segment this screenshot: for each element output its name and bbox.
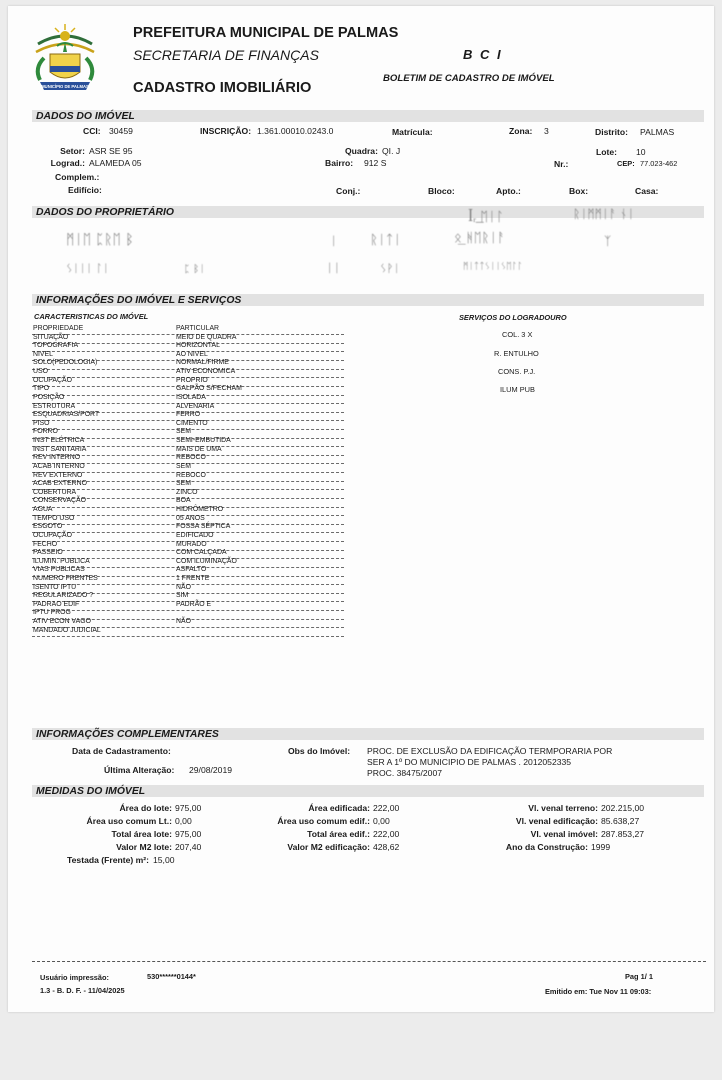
caracteristica-label: TEMPO USO	[33, 514, 75, 522]
casa-label: Casa:	[635, 186, 659, 196]
section-title: MEDIDAS DO IMÓVEL	[36, 786, 146, 797]
caracteristica-label: ESGOTO	[33, 523, 63, 531]
setor-value: ASR SE 95	[89, 146, 133, 156]
area-uso-comum-edif-value: 0,00	[373, 816, 390, 826]
servico-item: ILUM PUB	[500, 385, 535, 394]
ultima-alteracao-label: Última Alteração:	[104, 765, 175, 775]
document-page: MUNICÍPIO DE PALMAS PREFEITURA MUNICIPAL DE PALMAS SECRETARIA DE FINANÇAS B C I BOLETIM DE CADASTRO DE IMÓVEL CADASTRO IMOBILIÁRIO DADOS DO IMÓVEL CCI: 30459 INSCRIÇÃO: 1.361.00010.0243.0 Matrícula: Zona: 3 Distrito: PALMAS Setor: ASR SE 95 Quadra: QI. J Lote: 10 Lograd.: ALAMEDA 05 Bairro: 912 S Nr.: CEP: 77.023-462 Complem.: Edifício: Conj.: Bloco: Apto.: Box: Casa: DADOS DO PROPRIETÁRIO ꟾᵣ͟ ᛖᛁᛚ ᚱᛁᛗᛗᛁᚨ ᚾᛁ ᛗᛁᛖ ᛈᚱᛖ ᛒ ᛁ ᚱᛁᛏᛁ ᛟ͟ ᚻᛖᚱᛁᚨ ᛉ ᛊᛁᛁᛁ ᛚᛁ ᛈ ᛒᛁ ᛁᛁ ᛊᚹᛁ ᛗᛁᛏᛏᛊᛁᛁᛊᛖᛚᛚ INFORMAÇÕES DO IMÓVEL E SERVIÇOS CARACTERISTICAS DO IMÓVEL SERVIÇOS DO LOGRADOURO PROPRIEDADE PARTICULAR SITUAÇÃO MEIO DE QUADRA TOPOGRAFIA HORIZONTAL NIVEL AO NIVEL SOLO(PEDOLOGIA) NORMAL/FIRME USO ATIV ECONOMICA OCUPAÇÃO PROPRIO TIPO GALPÃO S/FECHAM POSIÇÃO ISOLADA ESTRUTURA ALVENARIA ESQUADRIAS/PORT FERRO PISO CIMENTO FORRO SEM INST ELÉTRICA SEMI-EMBUTIDA INST SANITARIA MAIS DE UMA REV INTERNO REBOCO ACAB INTERNO SEM REV EXTERNO REBOCO ACAB EXTERNO SEM COBERTURA ZINCO CONSERVAÇÃO BOA AGUA HIDRÔMETRO TEMPO USO 05 ANOS ESGOTO FOSSA SÉPTICA OCUPAÇÃO EDIFICADO FECHO MURADO PASSEIO COM CALÇADA ILUMIN. PUBLICA COM ILUMINAÇÃO VIAS PUBLICAS ASFALTO NUMERO FRENTES 1 FRENTE ISENTO IPTU NÃO REGULARIZADO ? SIM PADRAO EDIF PADRÃO E IPTU PROG ATIV ECON VAGO NÃO MANDADO JUDICIAL COL. 3 X R. ENTULHO CONS. P.J. ILUM PUB INFORMAÇÕES COMPLEMENTARES Data de Cadastramento: Última Alteração: 29/08/2019 Obs do Imóvel: PROC. DE EXCLUSÃO DA EDIFICAÇÃO TERMPORARIA POR SER A 1º DO MUNICIPIO DE PALMAS . 2012052335 PROC. 38475/2007 MEDIDAS DO IMÓVEL Área do lote: 975,00 Área uso comum Lt.: 0,00 Total área lote: 975,00 Valor M2 lote: 207,40 Testada (Frente) m²: 15,00 Área edificada: 222,00 Área uso comum edif.: 0,00 Total área edif.: 222,00 Valor M2 edificação: 428,62 Vl. venal terreno: 202.215,00 Vl. venal edificação: 85.638,27 Vl. venal imóvel: 287.853,27 Ano da Construção: 1999 Usuário impressão: 530******0144* 1.3 - B. D. F. - 11/04/2025 Pag 1/ 1 Emitido em: Tue Nov 11 09:03:	[8, 6, 714, 1012]
caracteristica-label: ESTRUTURA	[33, 402, 76, 410]
ano-construcao-label: Ano da Construção:	[505, 842, 588, 852]
valor-m2-lote-value: 207,40	[175, 842, 202, 852]
vl-venal-terreno-value: 202.215,00	[601, 803, 645, 813]
caracteristica-value: HIDRÔMETRO	[176, 506, 224, 514]
caracteristica-value: CIMENTO	[176, 419, 208, 427]
usuario-impressao-value: 530******0144*	[147, 972, 196, 981]
vl-venal-edificacao-label: Vl. venal edificação:	[515, 816, 598, 826]
caracteristica-value: NÃO	[176, 583, 191, 591]
cci-label: CCI:	[83, 126, 101, 136]
caracteristica-label: TOPOGRAFIA	[33, 342, 79, 350]
edificio-label: Edifício:	[68, 185, 102, 195]
caracteristica-label: USO	[33, 368, 48, 376]
caracteristica-value: SEM	[176, 428, 191, 436]
caracteristica-value: SEM	[176, 480, 191, 488]
caracteristica-value: SEMI-EMBUTIDA	[176, 437, 231, 445]
lograd-value: ALAMEDA 05	[89, 158, 142, 168]
total-area-edif-label: Total área edif.:	[307, 829, 370, 839]
section-title: DADOS DO IMÓVEL	[36, 111, 135, 122]
caracteristica-value: SEM	[176, 462, 191, 470]
zona-value: 3	[544, 126, 549, 136]
caracteristica-label: TIPO	[33, 385, 50, 393]
caracteristica-row	[32, 626, 344, 637]
inscricao-label: INSCRIÇÃO:	[200, 126, 252, 136]
caracteristica-value: AO NIVEL	[176, 350, 208, 358]
section-title: DADOS DO PROPRIETÁRIO	[36, 207, 174, 218]
caracteristica-label: NUMERO FRENTES	[33, 574, 98, 582]
caracteristica-value: ATIV ECONOMICA	[176, 368, 236, 376]
caracteristica-value: MAIS DE UMA	[176, 445, 222, 453]
doc-subtitle: BOLETIM DE CADASTRO DE IMÓVEL	[383, 73, 555, 84]
caracteristica-value: PADRÃO E	[176, 600, 212, 608]
caracteristica-value: ISOLADA	[176, 393, 206, 401]
caracteristica-label: OCUPAÇÃO	[33, 531, 72, 539]
caracteristica-label: VIAS PUBLICAS	[33, 566, 85, 574]
area-edificada-value: 222,00	[373, 803, 400, 813]
valor-m2-edificacao-value: 428,62	[373, 842, 400, 852]
total-area-lote-label: Total área lote:	[111, 829, 172, 839]
caracteristica-label: REV INTERNO	[33, 454, 81, 462]
caracteristica-value: 1 FRENTE	[176, 574, 210, 582]
bairro-value: 912 S	[364, 158, 387, 168]
caracteristica-label: FECHO	[33, 540, 58, 548]
caracteristica-label: ILUMIN. PUBLICA	[33, 557, 90, 565]
caracteristica-label: PISO	[33, 419, 50, 427]
caracteristica-value: REBOCO	[176, 454, 206, 462]
caracteristica-value: SIM	[176, 592, 189, 600]
lograd-label: Lograd.:	[50, 158, 85, 168]
caracteristica-value: 05 ANOS	[176, 514, 205, 522]
caracteristica-label: INST SANITARIA	[33, 445, 87, 453]
org-name: PREFEITURA MUNICIPAL DE PALMAS	[133, 25, 399, 41]
caracteristica-value: FERRO	[176, 411, 201, 419]
section-bar-servicos	[32, 294, 704, 306]
caracteristica-label: ISENTO IPTU	[33, 583, 77, 591]
caracteristica-label: IPTU PROG	[33, 609, 71, 617]
total-area-lote-value: 975,00	[175, 829, 202, 839]
section-bar-imovel	[32, 110, 704, 122]
logo-caption: MUNICÍPIO DE PALMAS	[41, 84, 89, 89]
section-bar-complementares	[32, 728, 704, 740]
vl-venal-imovel-value: 287.853,27	[601, 829, 645, 839]
section-title: INFORMAÇÕES COMPLEMENTARES	[36, 729, 219, 740]
footer-divider	[32, 961, 706, 962]
caracteristica-label: PROPRIEDADE	[33, 325, 84, 332]
usuario-impressao-label: Usuário impressão:	[40, 973, 110, 982]
cep-label: CEP:	[617, 159, 635, 168]
data-cadastramento-label: Data de Cadastramento:	[72, 746, 171, 756]
area-lote-value: 975,00	[175, 803, 202, 813]
cci-value: 30459	[109, 126, 133, 136]
caracteristica-label: SOLO(PEDOLOGIA)	[33, 359, 98, 367]
caracteristica-value: BOA	[176, 497, 191, 505]
section-bar-medidas	[32, 785, 704, 797]
valor-m2-edificacao-label: Valor M2 edificação:	[287, 842, 370, 852]
zona-label: Zona:	[509, 126, 533, 136]
servicos-title: SERVIÇOS DO LOGRADOURO	[459, 313, 567, 322]
caracteristica-label: INST ELÉTRICA	[33, 437, 85, 445]
lote-label: Lote:	[596, 147, 618, 157]
quadra-label: Quadra:	[345, 146, 378, 156]
caracteristica-value: ZINCO	[176, 488, 198, 496]
caracteristica-value: PARTICULAR	[176, 325, 220, 332]
page-number: Pag 1/ 1	[625, 972, 653, 981]
palmas-coat-of-arms-logo	[30, 22, 100, 98]
doc-title: CADASTRO IMOBILIÁRIO	[133, 80, 312, 96]
caracteristica-label: PASSEIO	[33, 549, 63, 557]
setor-label: Setor:	[60, 146, 85, 156]
total-area-edif-value: 222,00	[373, 829, 400, 839]
lote-value: 10	[636, 147, 646, 157]
area-uso-comum-lt-value: 0,00	[175, 816, 192, 826]
caracteristica-label: OCUPAÇÃO	[33, 376, 72, 384]
caracteristicas-title: CARACTERISTICAS DO IMÓVEL	[34, 312, 149, 321]
caracteristica-label: POSIÇÃO	[33, 393, 65, 401]
caracteristica-label: REGULARIZADO ?	[33, 592, 94, 600]
caracteristica-label: SITUAÇÃO	[33, 333, 69, 341]
department-name: SECRETARIA DE FINANÇAS	[133, 47, 319, 63]
valor-m2-lote-label: Valor M2 lote:	[116, 842, 172, 852]
distrito-value: PALMAS	[640, 127, 675, 137]
caracteristica-label: AGUA	[33, 506, 53, 514]
caracteristica-value: ASFALTO	[176, 566, 207, 574]
caracteristica-label: CONSERVAÇÃO	[33, 497, 86, 505]
caracteristica-label: ACAB EXTERNO	[33, 480, 87, 488]
inscricao-value: 1.361.00010.0243.0	[257, 126, 334, 136]
caracteristica-value: NORMAL/FIRME	[176, 359, 229, 367]
distrito-label: Distrito:	[595, 127, 628, 137]
obs-imovel-line-3: PROC. 38475/2007	[367, 768, 443, 778]
servico-item: R. ENTULHO	[494, 349, 539, 358]
area-uso-comum-lt-label: Área uso comum Lt.:	[86, 816, 172, 826]
obs-imovel-label: Obs do Imóvel:	[288, 746, 351, 756]
matricula-label: Matrícula:	[392, 127, 433, 137]
complem-label: Complem.:	[55, 172, 100, 182]
emitido-em: Emitido em: Tue Nov 11 09:03:	[545, 987, 652, 996]
caracteristica-value: COM ILUMINAÇÃO	[176, 557, 237, 565]
vl-venal-imovel-label: Vl. venal imóvel:	[530, 829, 598, 839]
servico-item: CONS. P.J.	[498, 367, 536, 376]
ultima-alteracao-value: 29/08/2019	[189, 765, 233, 775]
caracteristica-label: ATIV ECON VAGO	[33, 618, 91, 626]
vl-venal-edificacao-value: 85.638,27	[601, 816, 640, 826]
caracteristica-value: MURADO	[176, 540, 207, 548]
area-edificada-label: Área edificada:	[308, 803, 370, 813]
caracteristica-value: ALVENARIA	[176, 402, 215, 410]
box-label: Box:	[569, 186, 589, 196]
caracteristica-label: FORRO	[33, 428, 58, 436]
caracteristica-label: ACAB INTERNO	[33, 462, 85, 470]
obs-imovel-line-1: PROC. DE EXCLUSÃO DA EDIFICAÇÃO TERMPORARIA POR	[367, 746, 613, 756]
caracteristica-value: GALPÃO S/FECHAM	[176, 385, 242, 393]
caracteristica-label: REV EXTERNO	[33, 471, 83, 479]
ano-construcao-value: 1999	[591, 842, 611, 852]
area-uso-comum-edif-label: Área uso comum edif.:	[277, 816, 370, 826]
caracteristica-label: ESQUADRIAS/PORT	[33, 411, 100, 419]
area-lote-label: Área do lote:	[119, 803, 172, 813]
section-title: INFORMAÇÕES DO IMÓVEL E SERVIÇOS	[36, 295, 242, 306]
bci-code: B C I	[463, 47, 503, 62]
caracteristica-value: HORIZONTAL	[176, 342, 220, 350]
bloco-label: Bloco:	[428, 186, 455, 196]
apto-label: Apto.:	[496, 186, 521, 196]
conj-label: Conj.:	[336, 186, 361, 196]
caracteristica-value: PROPRIO	[176, 376, 208, 384]
caracteristica-label: MANDADO JUDICIAL	[33, 626, 101, 634]
caracteristica-label: COBERTURA	[33, 488, 77, 496]
bairro-label: Bairro:	[325, 158, 354, 168]
testada-label: Testada (Frente) m²:	[67, 855, 149, 865]
caracteristica-value: FOSSA SÉPTICA	[176, 523, 231, 531]
nr-label: Nr.:	[554, 159, 569, 169]
cep-value: 77.023-462	[640, 159, 678, 168]
system-version: 1.3 - B. D. F. - 11/04/2025	[40, 986, 125, 995]
quadra-value: QI. J	[382, 146, 401, 156]
caracteristica-value: EDIFICADO	[176, 531, 214, 539]
caracteristica-label: PADRAO EDIF	[33, 600, 80, 608]
obs-imovel-line-2: SER A 1º DO MUNICIPIO DE PALMAS . 2012052335	[367, 757, 572, 767]
caracteristica-value: REBOCO	[176, 471, 206, 479]
caracteristica-label: NIVEL	[33, 350, 53, 358]
testada-value: 15,00	[153, 855, 175, 865]
caracteristica-value: NÃO	[176, 618, 191, 626]
caracteristica-value: COM CALÇADA	[176, 549, 227, 557]
vl-venal-terreno-label: Vl. venal terreno:	[528, 803, 598, 813]
caracteristica-value: MEIO DE QUADRA	[176, 333, 237, 341]
servico-item: COL. 3 X	[502, 330, 533, 339]
